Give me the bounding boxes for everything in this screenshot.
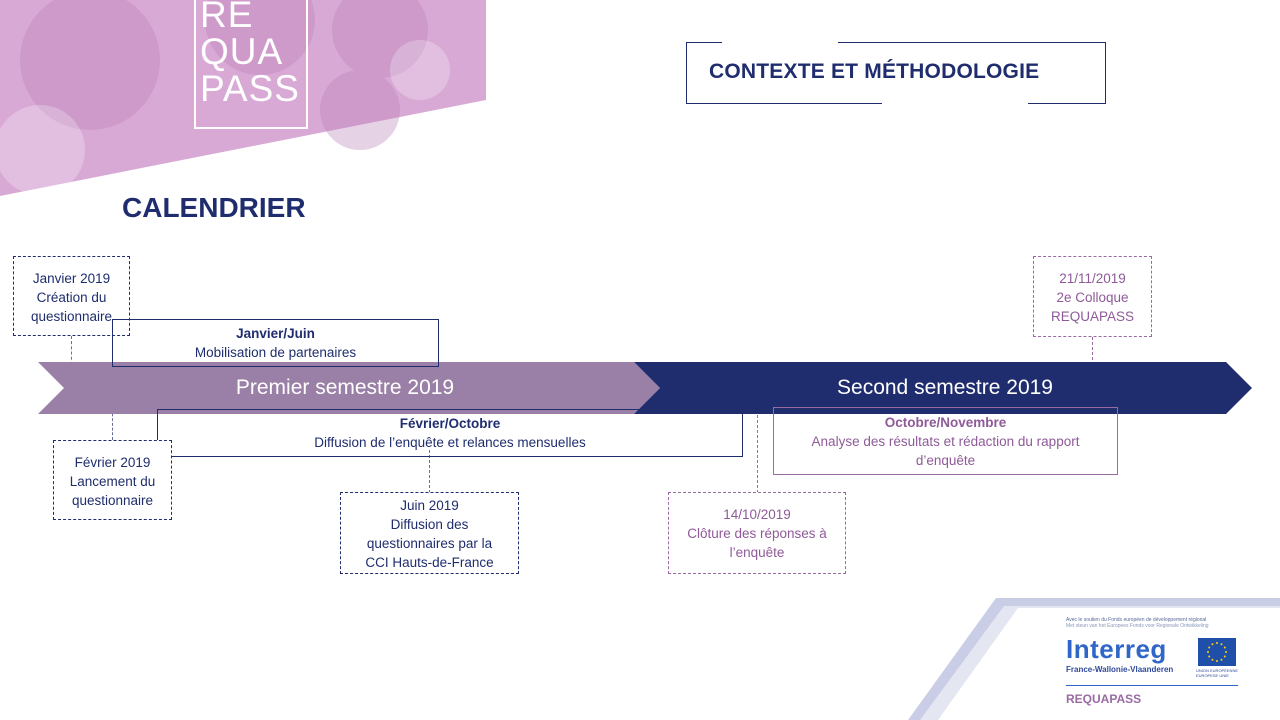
milestone-jun-line-3: questionnaires par la <box>366 536 493 551</box>
milestone-nov21-line-2: 2e Colloque <box>1056 290 1129 305</box>
period-jan-jun <box>112 319 439 367</box>
milestone-feb-date: Février 2019 <box>74 455 151 470</box>
period-oct-nov-title: Octobre/Novembre <box>884 415 1007 430</box>
period-oct-nov-line-1: Analyse des résultats et rédaction du rapport <box>811 434 1080 449</box>
milestone-jan-line-2: Création du <box>36 290 107 305</box>
milestone-feb-2019 <box>53 440 172 520</box>
milestone-feb-line-2: Lancement du <box>69 474 156 489</box>
milestone-oct14-date: 14/10/2019 <box>723 507 791 522</box>
milestone-jan-line-3: questionnaire <box>30 309 113 324</box>
milestone-jun-date: Juin 2019 <box>400 498 459 513</box>
period-jan-jun-text: Mobilisation de partenaires <box>194 345 357 360</box>
connector-oct14 <box>757 410 758 493</box>
calendar-title: CALENDRIER <box>122 192 306 223</box>
milestone-oct14-line-3: l’enquête <box>729 545 785 560</box>
semester-2-label: Second semestre 2019 <box>837 376 1053 399</box>
interreg-subtitle: France-Wallonie-Vlaanderen <box>1066 665 1174 674</box>
section-title: CONTEXTE ET MÉTHODOLOGIE <box>709 60 1040 83</box>
logo-line-2: QUA <box>200 31 284 72</box>
milestone-oct14-line-2: Clôture des réponses à <box>687 526 827 541</box>
milestone-oct-14-2019 <box>668 492 846 574</box>
milestone-feb-line-3: questionnaire <box>71 493 154 508</box>
requapass-logo <box>194 0 308 129</box>
milestone-jun-2019 <box>340 492 519 574</box>
semester-1-label: Premier semestre 2019 <box>235 376 455 399</box>
milestone-nov-21-2019 <box>1033 256 1152 337</box>
footer-divider <box>1066 685 1238 686</box>
logo-line-3: PASS <box>200 68 300 109</box>
period-feb-oct-text: Diffusion de l’enquête et relances mensuelles <box>314 435 586 450</box>
logo-line-1: RE <box>200 0 254 35</box>
milestone-jan-date: Janvier 2019 <box>32 271 111 286</box>
milestone-nov21-date: 21/11/2019 <box>1059 271 1126 286</box>
milestone-jun-line-2: Diffusion des <box>390 517 469 532</box>
period-jan-jun-title: Janvier/Juin <box>236 326 315 341</box>
period-feb-oct-title: Février/Octobre <box>399 416 501 431</box>
footer-brand: REQUAPASS <box>1066 692 1142 706</box>
period-oct-nov <box>773 407 1118 475</box>
eu-label-fr: UNION EUROPÉENNE <box>1196 668 1239 673</box>
support-text-nl: Met steun van het Europees Fonds voor Regionale Ontwikkeling <box>1066 623 1209 629</box>
period-oct-nov-line-2: d’enquête <box>915 453 976 468</box>
support-text-fr: Avec le soutien du Fonds européen de développement régional <box>1066 617 1207 623</box>
milestone-nov21-line-3: REQUAPASS <box>1050 309 1135 324</box>
interreg-logo-text: Interreg <box>1066 634 1167 664</box>
period-feb-oct <box>157 409 743 457</box>
eu-label-nl: EUROPESE UNIE <box>1196 673 1229 678</box>
milestone-jun-line-4: CCI Hauts-de-France <box>365 555 494 570</box>
eu-flag-icon <box>1198 638 1236 666</box>
